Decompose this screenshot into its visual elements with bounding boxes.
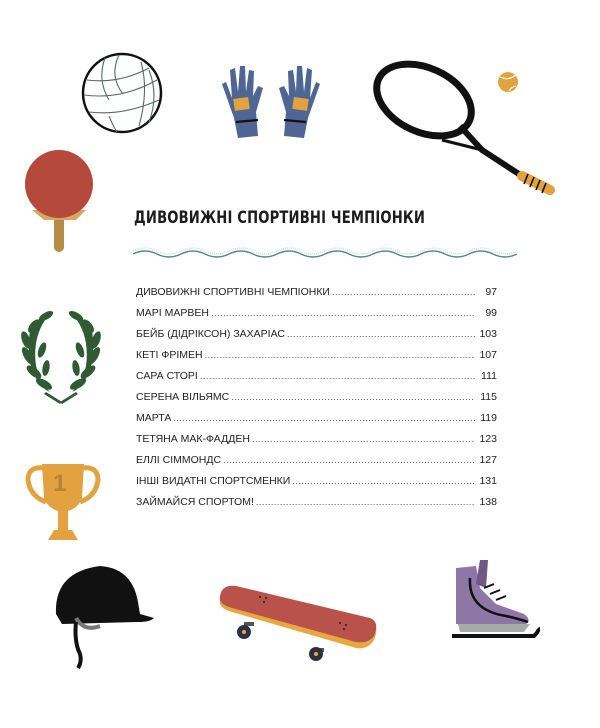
ping-pong-paddle-icon [24,148,96,254]
toc-row[interactable] [136,496,497,517]
toc-label: САРА СТОРІ [136,370,198,382]
toc-page-number: 111 [481,370,497,382]
toc-label: ДИВОВИЖНІ СПОРТИВНІ ЧЕМПІОНКИ [136,286,330,298]
toc-page-number: 138 [479,496,497,508]
toc-row[interactable] [136,328,497,349]
toc-leader-dots [287,329,475,339]
skateboard-icon [214,582,380,664]
table-of-contents [136,286,497,517]
toc-leader-dots [223,455,475,465]
toc-leader-dots [205,350,475,360]
toc-label: ТЕТЯНА МАК-ФАДДЕН [136,433,250,445]
toc-label: БЕЙБ (ДІДРІКСОН) ЗАХАРІАС [136,328,285,340]
trophy-number: 1 [53,470,67,497]
toc-leader-dots [332,287,475,297]
toc-page-number: 127 [479,454,497,466]
toc-row[interactable] [136,433,497,454]
toc-page-number: 97 [485,286,497,298]
toc-label: ЗАЙМАЙСЯ СПОРТОМ! [136,496,254,508]
toc-row[interactable] [136,475,497,496]
toc-label: КЕТІ ФРІМЕН [136,349,203,361]
toc-leader-dots [292,476,475,486]
toc-page-number: 119 [480,412,497,424]
tennis-ball-icon [497,71,519,93]
trophy [24,462,102,544]
toc-label: МАРТА [136,412,172,424]
toc-row[interactable] [136,391,497,412]
wavy-divider [133,244,517,262]
page-title: ДИВОВИЖНІ СПОРТИВНІ ЧЕМПІОНКИ [134,208,426,228]
toc-page-number: 123 [479,433,497,445]
toc-row[interactable] [136,454,497,475]
toc-label: СЕРЕНА ВІЛЬЯМС [136,391,230,403]
toc-row[interactable] [136,307,497,328]
toc-row[interactable] [136,349,497,370]
volleyball-icon [79,50,165,136]
toc-row[interactable] [136,286,497,307]
toc-page-number: 115 [480,391,497,403]
ice-skate-icon [446,558,540,644]
toc-leader-dots [252,434,475,444]
toc-leader-dots [256,497,475,507]
tennis-racket-icon [372,60,562,198]
toc-page-number: 103 [479,328,497,340]
toc-page-number: 131 [479,475,497,487]
toc-page-number: 107 [479,349,497,361]
toc-label: ЕЛЛІ СІММОНДС [136,454,222,466]
toc-leader-dots [231,392,475,402]
toc-page-number: 99 [485,307,497,319]
toc-leader-dots [200,371,475,381]
riding-helmet-icon [50,562,154,670]
toc-label: МАРІ МАРВЕН [136,307,209,319]
toc-row[interactable] [136,412,497,433]
toc-leader-dots [211,308,475,318]
toc-leader-dots [173,413,475,423]
toc-label: ІНШІ ВИДАТНІ СПОРТСМЕНКИ [136,475,291,487]
toc-row[interactable] [136,370,497,391]
laurel-wreath-icon [16,310,106,404]
gloves-icon [218,64,324,138]
